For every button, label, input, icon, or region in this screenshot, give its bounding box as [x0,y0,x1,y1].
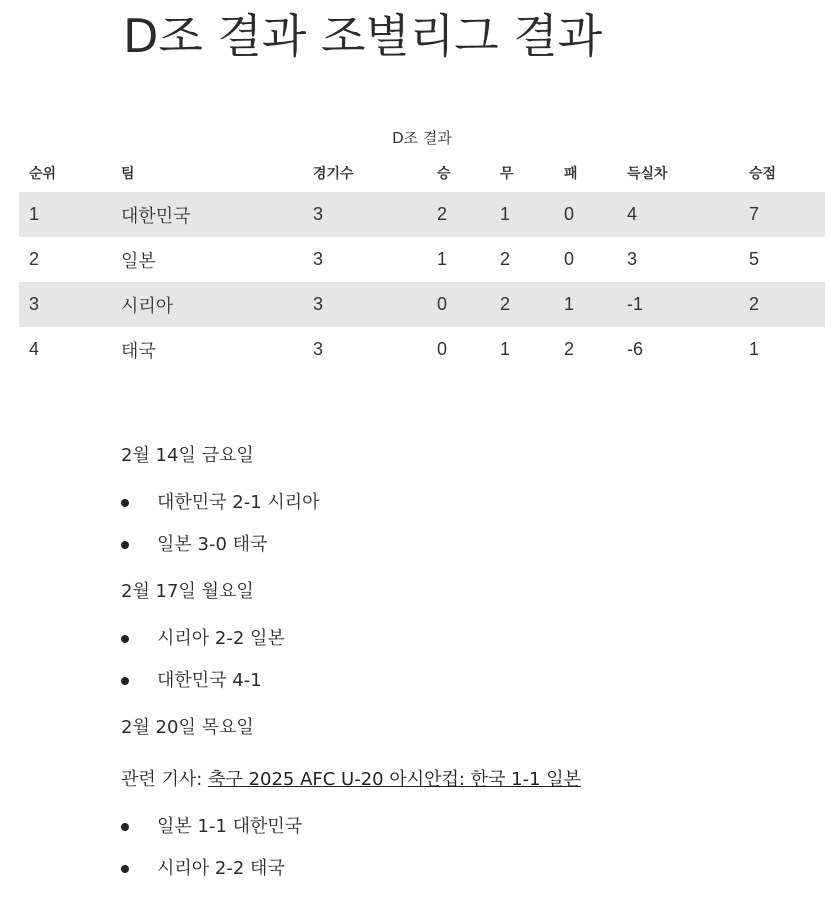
table-row [19,237,825,282]
cell-rank: 2 [29,249,40,269]
day-heading: 2월 20일 목요일 [121,717,254,738]
match-item [121,813,801,841]
table-caption: D조 결과 [392,129,452,147]
header-goal-diff: 득실차 [627,166,668,182]
bullet-icon [121,635,129,643]
cell-won: 0 [427,282,490,327]
header-drawn: 무 [500,166,514,182]
cell-played: 3 [303,282,427,327]
bullet-icon [121,499,129,507]
cell-points: 1 [749,339,760,359]
cell-drawn: 1 [490,192,554,237]
cell-rank: 4 [29,339,40,359]
match-item [121,855,801,883]
cell-played: 3 [313,249,324,269]
cell-rank: 1 [19,192,111,237]
bullet-icon [121,865,129,873]
cell-goal-diff: -6 [627,339,644,359]
header-won: 승 [437,166,451,182]
cell-team: 태국 [121,340,156,362]
related-prefix: 관련 기사: [121,769,209,790]
header-lost: 패 [564,166,578,182]
table-row [19,327,825,372]
table-row [19,192,825,237]
match-text: 시리아 2-2 태국 [157,858,285,879]
match-item [121,489,801,517]
match-text: 일본 1-1 대한민국 [157,816,303,837]
cell-won: 1 [437,249,448,269]
day-heading: 2월 14일 금요일 [121,445,254,466]
table-header-row [19,154,825,192]
standings-table [19,154,825,372]
related-article [121,761,801,799]
day-heading: 2월 17일 월요일 [121,581,254,602]
cell-lost: 0 [564,249,575,269]
cell-drawn: 1 [500,339,511,359]
cell-drawn: 2 [500,249,511,269]
cell-points: 5 [749,249,760,269]
match-text: 시리아 2-2 일본 [157,628,285,649]
standings-table-container [19,124,825,372]
cell-rank: 3 [19,282,111,327]
cell-team: 시리아 [111,282,303,327]
match-item [121,531,801,559]
cell-won: 0 [437,339,448,359]
header-played: 경기수 [313,166,354,182]
cell-won: 2 [427,192,490,237]
match-text: 대한민국 2-1 시리아 [157,492,320,513]
match-text: 대한민국 4-1 [157,670,262,691]
cell-lost: 1 [554,282,617,327]
header-points: 승점 [749,166,777,182]
cell-points: 2 [739,282,825,327]
cell-team: 대한민국 [111,192,303,237]
cell-lost: 0 [554,192,617,237]
bullet-icon [121,541,129,549]
table-row [19,282,825,327]
cell-goal-diff: 4 [617,192,739,237]
match-text: 일본 3-0 태국 [157,534,268,555]
header-team: 팀 [121,166,135,182]
related-article-link[interactable]: 축구 2025 AFC U-20 아시안컵: 한국 1-1 일본 [208,769,582,790]
cell-played: 3 [303,192,427,237]
cell-goal-diff: 3 [627,249,638,269]
match-item [121,625,801,653]
bullet-icon [121,677,129,685]
cell-drawn: 2 [490,282,554,327]
cell-goal-diff: -1 [617,282,739,327]
bullet-icon [121,823,129,831]
page-title: D조 결과 조별리그 결과 [123,9,603,63]
match-item [121,667,801,695]
cell-team: 일본 [121,250,156,272]
cell-played: 3 [313,339,324,359]
cell-points: 7 [739,192,825,237]
header-rank: 순위 [29,166,57,182]
match-schedule [121,437,801,897]
cell-lost: 2 [564,339,575,359]
